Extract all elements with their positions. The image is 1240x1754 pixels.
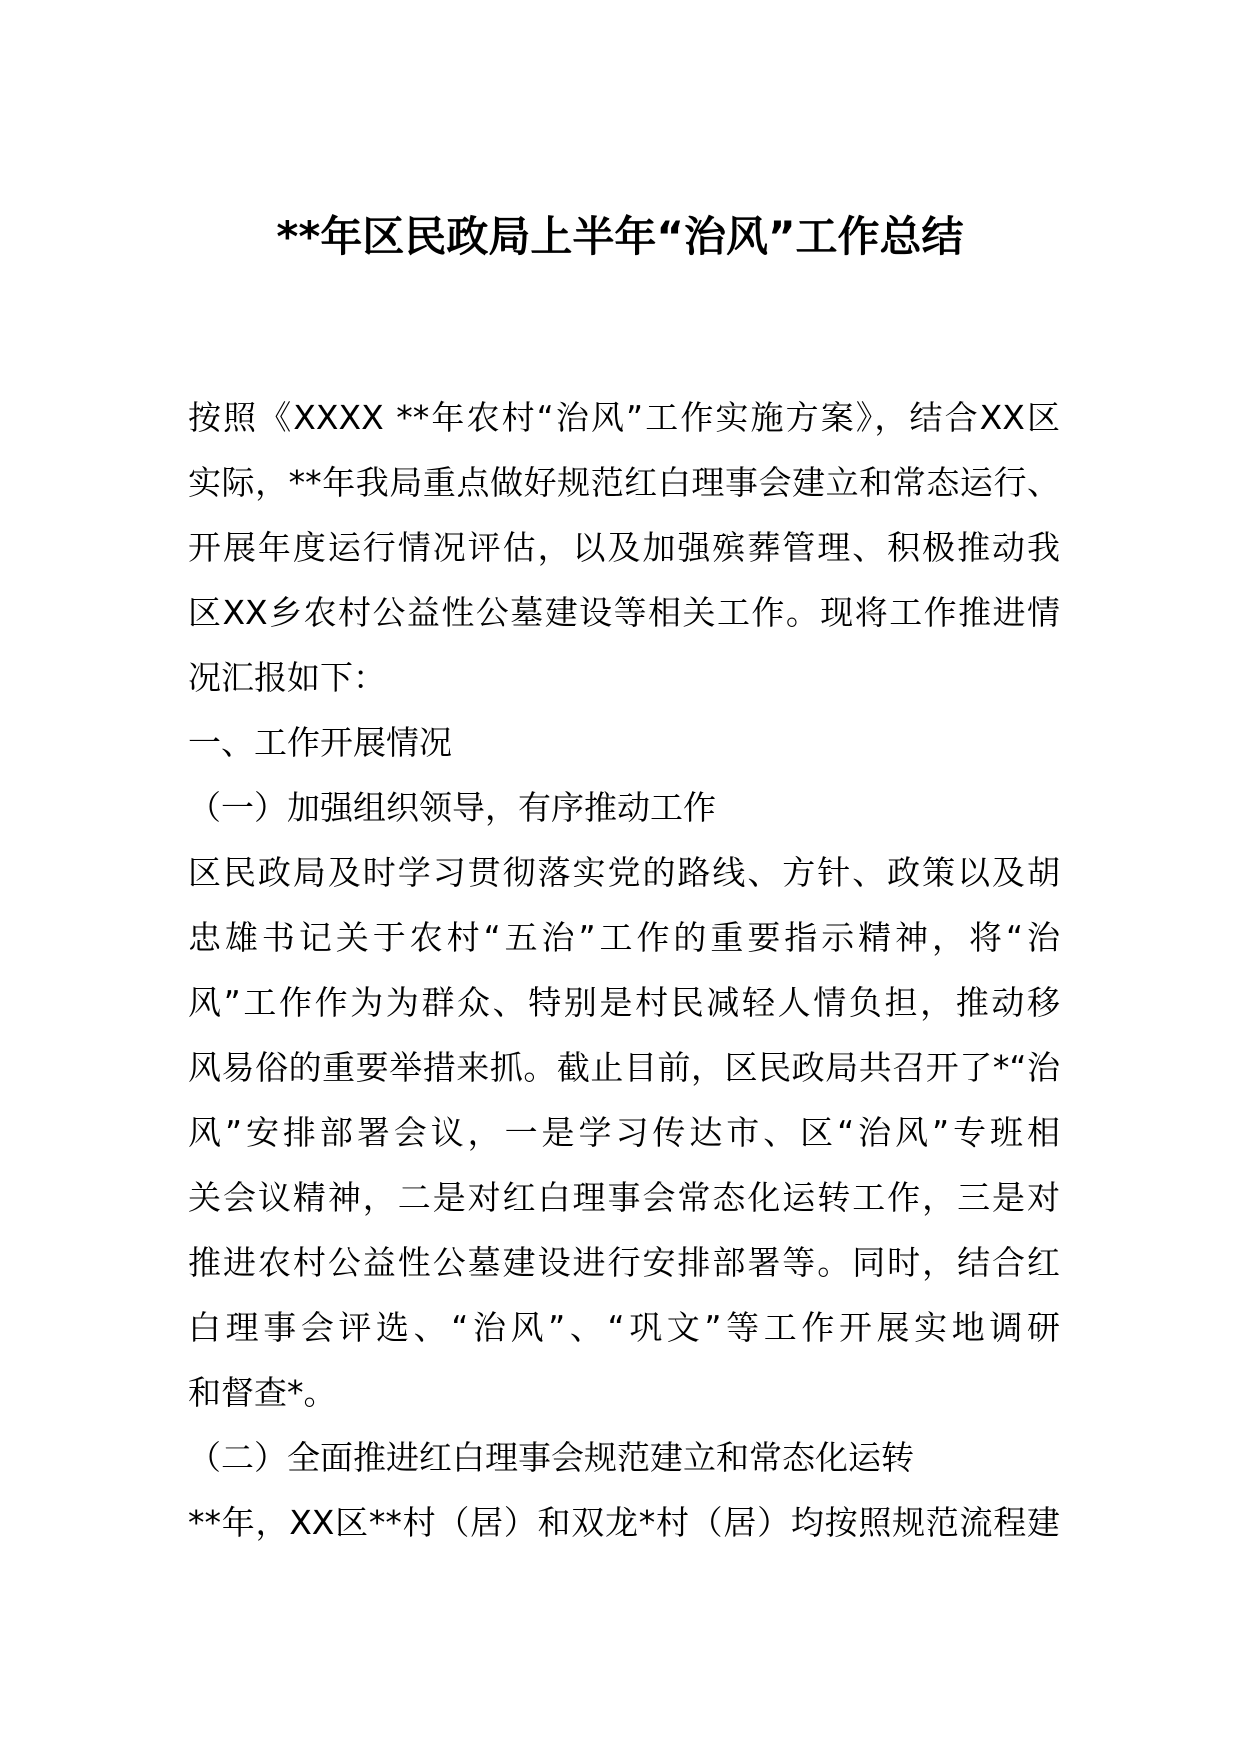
- text-line: 区XX乡农村公益性公墓建设等相关工作。现将工作推进情: [188, 593, 1060, 632]
- text-line: 区民政局及时学习贯彻落实党的路线、方针、政策以及胡: [188, 853, 1060, 892]
- text-line: （二）全面推进红白理事会规范建立和常态化运转: [188, 1438, 914, 1477]
- text-line: 况汇报如下：: [188, 658, 386, 697]
- text-line: 白理事会评选、“治风”、“巩文”等工作开展实地调研: [188, 1308, 1060, 1347]
- text-line: 一、工作开展情况: [188, 723, 452, 762]
- document-body: [188, 385, 1060, 1555]
- text-line: 和督查*。: [188, 1373, 337, 1412]
- text-line: 忠雄书记关于农村“五治”工作的重要指示精神，将“治: [188, 918, 1060, 957]
- text-line: 风”工作作为为群众、特别是村民减轻人情负担，推动移: [188, 983, 1060, 1022]
- text-line: 关会议精神，二是对红白理事会常态化运转工作，三是对: [188, 1178, 1060, 1217]
- text-line: 开展年度运行情况评估，以及加强殡葬管理、积极推动我: [188, 528, 1060, 567]
- text-line: 按照《XXXX **年农村“治风”工作实施方案》，结合XX区: [188, 398, 1060, 437]
- text-line: 实际，**年我局重点做好规范红白理事会建立和常态运行、: [188, 463, 1060, 502]
- text-line: **年，XX区**村（居）和双龙*村（居）均按照规范流程建: [188, 1503, 1060, 1542]
- document-title: **年区民政局上半年“治风”工作总结: [276, 212, 964, 261]
- text-line: 风”安排部署会议，一是学习传达市、区“治风”专班相: [188, 1113, 1060, 1152]
- text-line: 风易俗的重要举措来抓。截止目前，区民政局共召开了*“治: [188, 1048, 1060, 1087]
- text-line: 推进农村公益性公墓建设进行安排部署等。同时，结合红: [188, 1243, 1060, 1282]
- text-line: （一）加强组织领导，有序推动工作: [188, 788, 716, 827]
